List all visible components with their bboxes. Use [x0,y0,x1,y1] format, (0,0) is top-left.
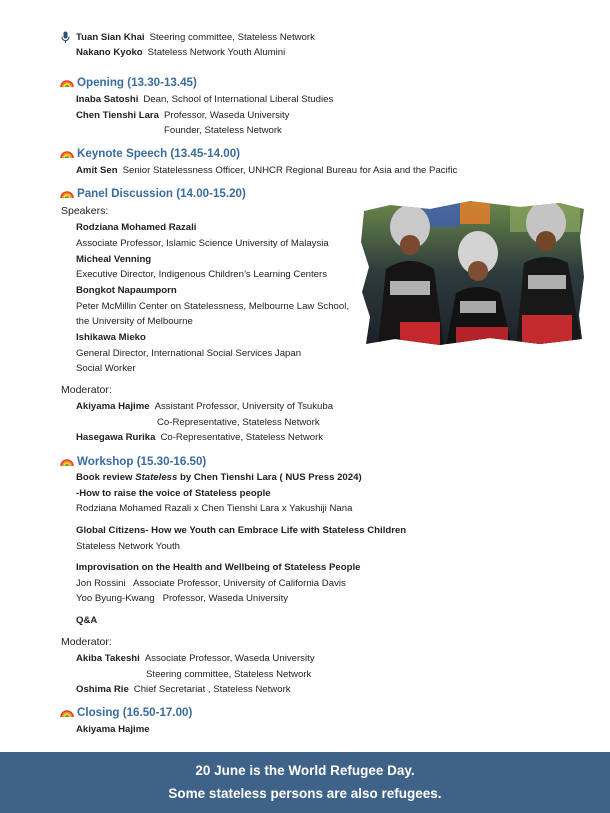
workshop-item-1-title: Book review Stateless by Chen Tienshi Lara ( NUS Press 2024) [76,472,362,483]
workshop-moderator-1 [76,653,315,665]
speaker-role: Dean, School of International Liberal Studies [143,94,334,105]
closing-speaker-name: Akiyama Hajime [76,724,150,735]
intro-row-2 [76,47,285,59]
panel-speaker-4-role: General Director, International Social Services Japan [76,348,302,359]
speaker-name: Chen Tienshi Lara [76,110,159,121]
moderator-role: Co-Representative, Stateless Network [160,432,324,443]
workshop-item-1-subtitle: -How to raise the voice of Stateless people [76,488,271,499]
keynote-row-1 [76,165,457,177]
moderator-name: Oshima Rie [76,684,129,695]
speaker-name: Tuan Sian Khai [76,32,145,43]
workshop-item-3-title: Improvisation on the Health and Wellbeing of Stateless People [76,562,361,573]
panel-speaker-3-name: Bongkot Napaumporn [76,285,177,296]
panel-moderator-1-cont: Co-Representative, Stateless Network [157,417,320,428]
photo-women-traditional-dress [360,197,585,347]
speaker-role: Stateless Network Youth Alumini [147,47,286,58]
speaker-name: Amit Sen [76,165,118,176]
opening-row-2-cont: Founder, Stateless Network [164,125,282,136]
workshop-qa: Q&A [76,615,98,626]
speaker-name: Nakano Kyoko [76,47,143,58]
panel-speaker-1-role: Associate Professor, Islamic Science University of Malaysia [76,238,329,249]
panel-speaker-2-role: Executive Director, Indigenous Children’s Learning Centers [76,269,327,280]
microphone-icon [61,31,70,44]
workshop-moderator-1-cont: Steering committee, Stateless Network [146,669,312,680]
workshop-item-2-title: Global Citizens- How we Youth can Embrace Life with Stateless Children [76,525,407,536]
footer-line-1: 20 June is the World Refugee Day. [195,763,415,778]
moderator-name: Akiba Takeshi [76,653,140,664]
speaker-role: Professor, Waseda University [164,110,290,121]
footer-banner [0,752,610,813]
moderator-name: Akiyama Hajime [76,401,150,412]
rainbow-icon [60,146,74,158]
rainbow-icon [60,186,74,198]
section-heading-keynote: Keynote Speech (13.45-14.00) [60,146,240,161]
section-heading-panel: Panel Discussion (14.00-15.20) [60,186,246,201]
moderator-role: Chief Secretariat , Stateless Network [133,684,291,695]
panel-speaker-3-role: Peter McMillin Center on Statelessness, Melbourne Law School, [76,301,350,312]
workshop-moderator-label: Moderator: [61,636,112,648]
rainbow-icon [60,454,74,466]
footer-line-2: Some stateless persons are also refugees. [168,786,442,801]
book-title: Stateless [135,472,178,483]
panel-speaker-3-role-cont: the University of Melbourne [76,316,193,327]
intro-row-1 [76,32,315,44]
panel-speaker-2-name: Micheal Venning [76,254,152,265]
moderator-role: Associate Professor, Waseda University [144,653,315,664]
speaker-role: Senior Statelessness Officer, UNHCR Regional Bureau for Asia and the Pacific [122,165,458,176]
workshop-item-2-people: Stateless Network Youth [76,541,180,552]
workshop-item-1-people: Rodziana Mohamed Razali x Chen Tienshi Lara x Yakushiji Nana [76,503,353,514]
section-heading-closing: Closing (16.50-17.00) [60,705,192,720]
speaker-role: Steering committee, Stateless Network [149,32,315,43]
rainbow-icon [60,705,74,717]
workshop-moderator-2 [76,684,291,696]
section-heading-workshop: Workshop (15.30-16.50) [60,454,206,469]
moderator-role: Assistant Professor, University of Tsukuba [154,401,334,412]
rainbow-icon [60,75,74,87]
speaker-name: Inaba Satoshi [76,94,139,105]
workshop-item-3-person-1: Jon Rossini Associate Professor, University of California Davis [76,578,346,589]
speakers-label: Speakers: [61,205,109,217]
section-heading-opening: Opening (13.30-13.45) [60,75,197,90]
panel-speaker-1-name: Rodziana Mohamed Razali [76,222,197,233]
moderator-name: Hasegawa Rurika [76,432,156,443]
panel-speaker-4-role-cont: Social Worker [76,363,136,374]
panel-moderator-2 [76,432,323,444]
opening-row-2 [76,110,289,122]
workshop-item-3-person-2: Yoo Byung-Kwang Professor, Waseda University [76,593,289,604]
panel-moderator-1 [76,401,333,413]
opening-row-1 [76,94,333,106]
panel-speaker-4-name: Ishikawa Mieko [76,332,146,343]
panel-moderator-label: Moderator: [61,384,112,396]
